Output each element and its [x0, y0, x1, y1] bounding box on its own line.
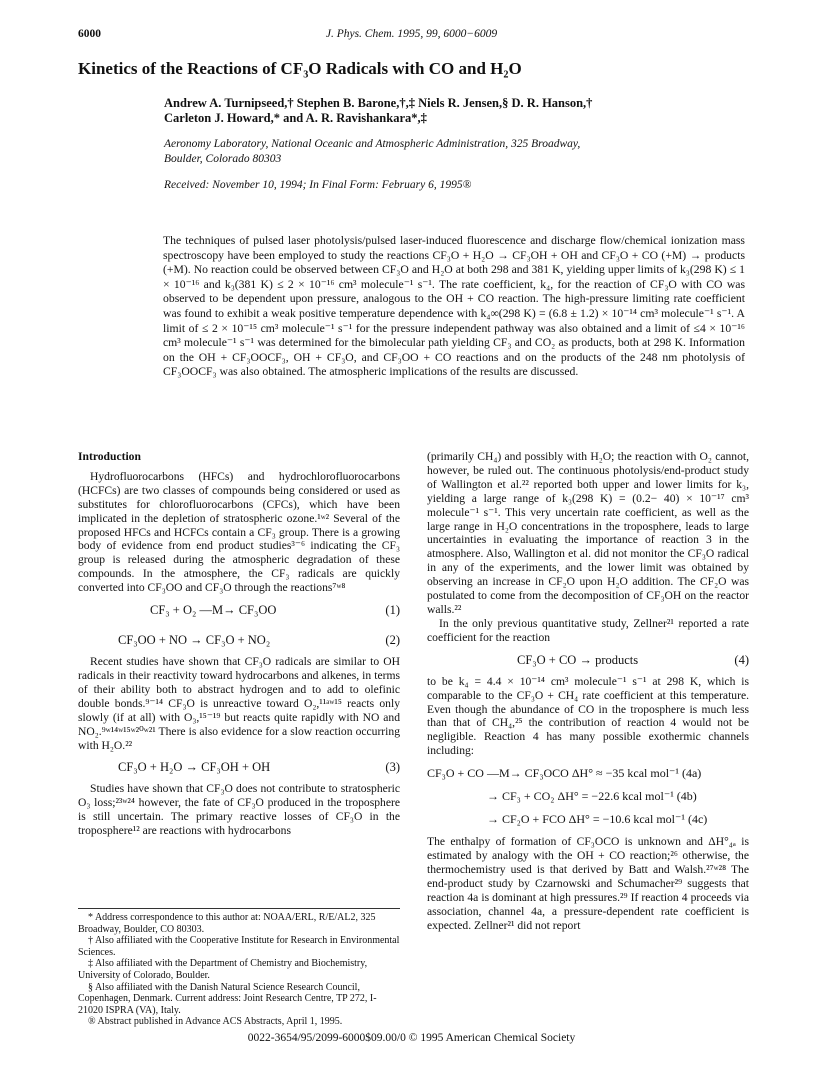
journal-citation: J. Phys. Chem. 1995, 99, 6000−6009: [325, 28, 498, 40]
right-paragraph-2: In the only previous quantitative study, Zellner²¹ reported a rate coefficient for the reaction: [427, 616, 749, 644]
equation-1-expression: CF₃ + O₂ —M→ CF₃OO: [150, 603, 277, 618]
intro-paragraph-1: Hydrofluorocarbons (HFCs) and hydrochlorofluorocarbons (HCFCs) are two classes of compounds being considered or used as substitutes for chlorofluorocarbons (CFCs), which have been implicated in the depletion of stratospheric ozone.¹ʷ² Several of the proposed HFCs and HCFCs contain a CF₃ group. There is a growing body of evidence from end product studies³⁻⁶ indicating the CF₃ group is released during the atmospheric degradation of these compounds. In the atmosphere, the CF₃ radicals are quickly converted into CF₃OO and CF₃O through the reactions⁷ʷ⁸: [78, 469, 400, 595]
right-paragraph-4: The enthalpy of formation of CF₃OCO is unknown and ΔH°₄ₐ is estimated by analogy with the OH + CO reaction;²⁶ otherwise, the thermochemistry used is that derived by Batt and Walsh.²⁷ʷ²⁸ The end-product study by Czarnowski and Schumacher²⁹ suggests that reaction 4a is dominant at high pressures.²⁹ If reaction 4 proceeds via association, channel 4a, a pressure-dependent rate coefficient is expected. Zellner²¹ did not report: [427, 835, 749, 932]
intro-paragraph-2: Recent studies have shown that CF₃O radicals are similar to OH radicals in their reactivity toward hydrocarbons and alkenes, in terms of their ability both to abstract hydrogen and to add to olefinic double bonds.⁹⁻¹⁴ CF₃O is unreactive toward O₂,¹¹ᵃʷ¹⁵ reacts only slowly (if at all) with O₃,¹⁵⁻¹⁹ but reacts quite rapidly with NO and NO₂.⁹ʷ¹⁴ʷ¹⁵ʷ²⁰ʷ²¹ There is also evidence for a slow reaction occurring with H₂O.²²: [78, 655, 400, 752]
footnotes: [78, 908, 400, 1028]
equation-2: [78, 625, 400, 655]
equation-3: [78, 752, 400, 782]
article-title: Kinetics of the Reactions of CF₃O Radicals with CO and H₂O: [78, 59, 522, 78]
footnote-1: * Address correspondence to this author at: NOAA/ERL, R/E/AL2, 325 Broadway, Boulder, CO 80303.: [78, 912, 376, 935]
author-line-1: Andrew A. Turnipseed,† Stephen B. Barone,†,‡ Niels R. Jensen,§ D. R. Hanson,†: [164, 96, 593, 110]
right-paragraph-3: to be k₄ = 4.4 × 10⁻¹⁴ cm³ molecule⁻¹ s⁻¹ at 298 K, which is comparable to the CF₃O + CH₄ rate coefficient at this temperature. Even though the abundance of CO in the troposphere is much less than that of CH₄,²⁵ the contribution of reaction 4 would not be negligible. Reaction 4 has many possible exothermic channels including:: [427, 674, 749, 758]
footnote-5: ® Abstract published in Advance ACS Abstracts, April 1, 1995.: [88, 1016, 343, 1028]
equation-1-number: (1): [385, 603, 400, 618]
page-number: 6000: [78, 28, 101, 40]
affiliation: [164, 137, 764, 167]
equation-2-expression: CF₃OO + NO → CF₃O + NO₂: [118, 633, 271, 648]
equation-4: [427, 645, 749, 675]
abstract: The techniques of pulsed laser photolysis/pulsed laser-induced fluorescence and discharge flow/chemical ionization mass spectroscopy have been employed to study the reactions CF₃O + H₂O → CF₃OH + OH and CF₃O + CO (+M) → products (+M). No reaction could be observed between CF₃O and H₂O at both 298 and 381 K, yielding upper limits of k₃(298 K) ≤ 1 × 10⁻¹⁶ and k₃(381 K) ≤ 2 × 10⁻¹⁶ cm³ molecule⁻¹ s⁻¹. The rate coefficient, k₄, for the reaction of CF₃O with CO was observed to be dependent upon pressure, analogous to the OH + CO reaction. The high-pressure limiting rate coefficient was found to exhibit a weak positive temperature dependence with k₄∞(298 K) = (6.8 ± 1.2) × 10⁻¹⁴ cm³ molecule⁻¹ s⁻¹. A limit of ≤ 2 × 10⁻¹⁵ cm³ molecule⁻¹ s⁻¹ for the pressure independent pathway was also obtained and a limit of ≤4 × 10⁻¹⁶ cm³ molecule⁻¹ s⁻¹ was determined for the bimolecular path yielding CF₃ and CO₂ as products, both at 298 K. Information on the OH + CF₃OOCF₃, OH + CF₃O, and CF₃OO + CO reactions and on the products of the 248 nm photolysis of CF₃OOCF₃ was also obtained. The atmospheric implications of the results are discussed.: [163, 234, 745, 379]
equation-4-number: (4): [734, 652, 749, 667]
equation-3-number: (3): [385, 760, 400, 775]
footnote-2: † Also affiliated with the Cooperative Institute for Research in Environmental Sciences.: [78, 935, 400, 958]
footnote-4: § Also affiliated with the Danish Natural Science Research Council, Copenhagen, Denmark. Current address: Joint Research Centre, TP 272, I-21020 ISPRA (VA), Italy.: [78, 981, 377, 1016]
affiliation-line-1: Aeronomy Laboratory, National Oceanic and Atmospheric Administration, 325 Broadway,: [164, 138, 581, 150]
channel-4c: → CF₂O + FCO ΔH° = −10.6 kcal mol⁻¹ (4c): [487, 812, 708, 827]
page-footer: 0022-3654/95/2099-6000$09.00/0 © 1995 American Chemical Society: [247, 1032, 576, 1044]
right-column: [427, 450, 749, 932]
equation-1: [78, 595, 400, 625]
channel-4a: CF₃O + CO —M→ CF₃OCO ΔH° ≈ −35 kcal mol⁻¹ (4a): [427, 766, 702, 781]
channel-4b: → CF₃ + CO₂ ΔH° = −22.6 kcal mol⁻¹ (4b): [487, 789, 697, 804]
equation-2-number: (2): [385, 633, 400, 648]
equation-3-expression: CF₃O + H₂O → CF₃OH + OH: [118, 760, 271, 775]
intro-paragraph-3: Studies have shown that CF₃O does not contribute to stratospheric O₃ loss;²³ʷ²⁴ however, the fate of CF₃O produced in the troposphere is still uncertain. The primary reactive losses of CF₃O in the troposphere¹² are reactions with hydrocarbons: [78, 782, 400, 838]
footnote-rule: [78, 908, 400, 909]
equation-4-expression: CF₃O + CO → products: [517, 652, 639, 667]
author-list: [164, 96, 764, 126]
right-paragraph-1: (primarily CH₄) and possibly with H₂O; the reaction with O₂ cannot, however, be ruled out. The continuous photolysis/end-product study of Wallington et al.²² reported both upper and lower limits for k₃, yielding a large range of k₃(298 K) = (0.2− 40) × 10⁻¹⁷ cm³ molecule⁻¹ s⁻¹. This very uncertain rate coefficient, as well as the large range in H₂O concentrations in the troposphere, leads to large uncertainties in evaluating the importance of reaction 3 in the atmosphere. Also, Wallington et al. did not monitor the CF₃O radical in any of the experiments, and the lower limit was obtained by observing an increase in CF₂O upon H₂O addition. The CF₂O was postulated to come from the decomposition of CF₃OH on the reactor walls.²²: [427, 450, 749, 616]
author-line-2: Carleton J. Howard,* and A. R. Ravishankara*,‡: [164, 111, 427, 125]
left-column: [78, 450, 400, 838]
affiliation-line-2: Boulder, Colorado 80303: [164, 153, 282, 165]
received-dates: Received: November 10, 1994; In Final Form: February 6, 1995®: [164, 179, 472, 191]
section-heading-introduction: Introduction: [78, 450, 141, 463]
footnote-3: ‡ Also affiliated with the Department of Chemistry and Biochemistry, University of Colorado, Boulder.: [78, 958, 368, 981]
